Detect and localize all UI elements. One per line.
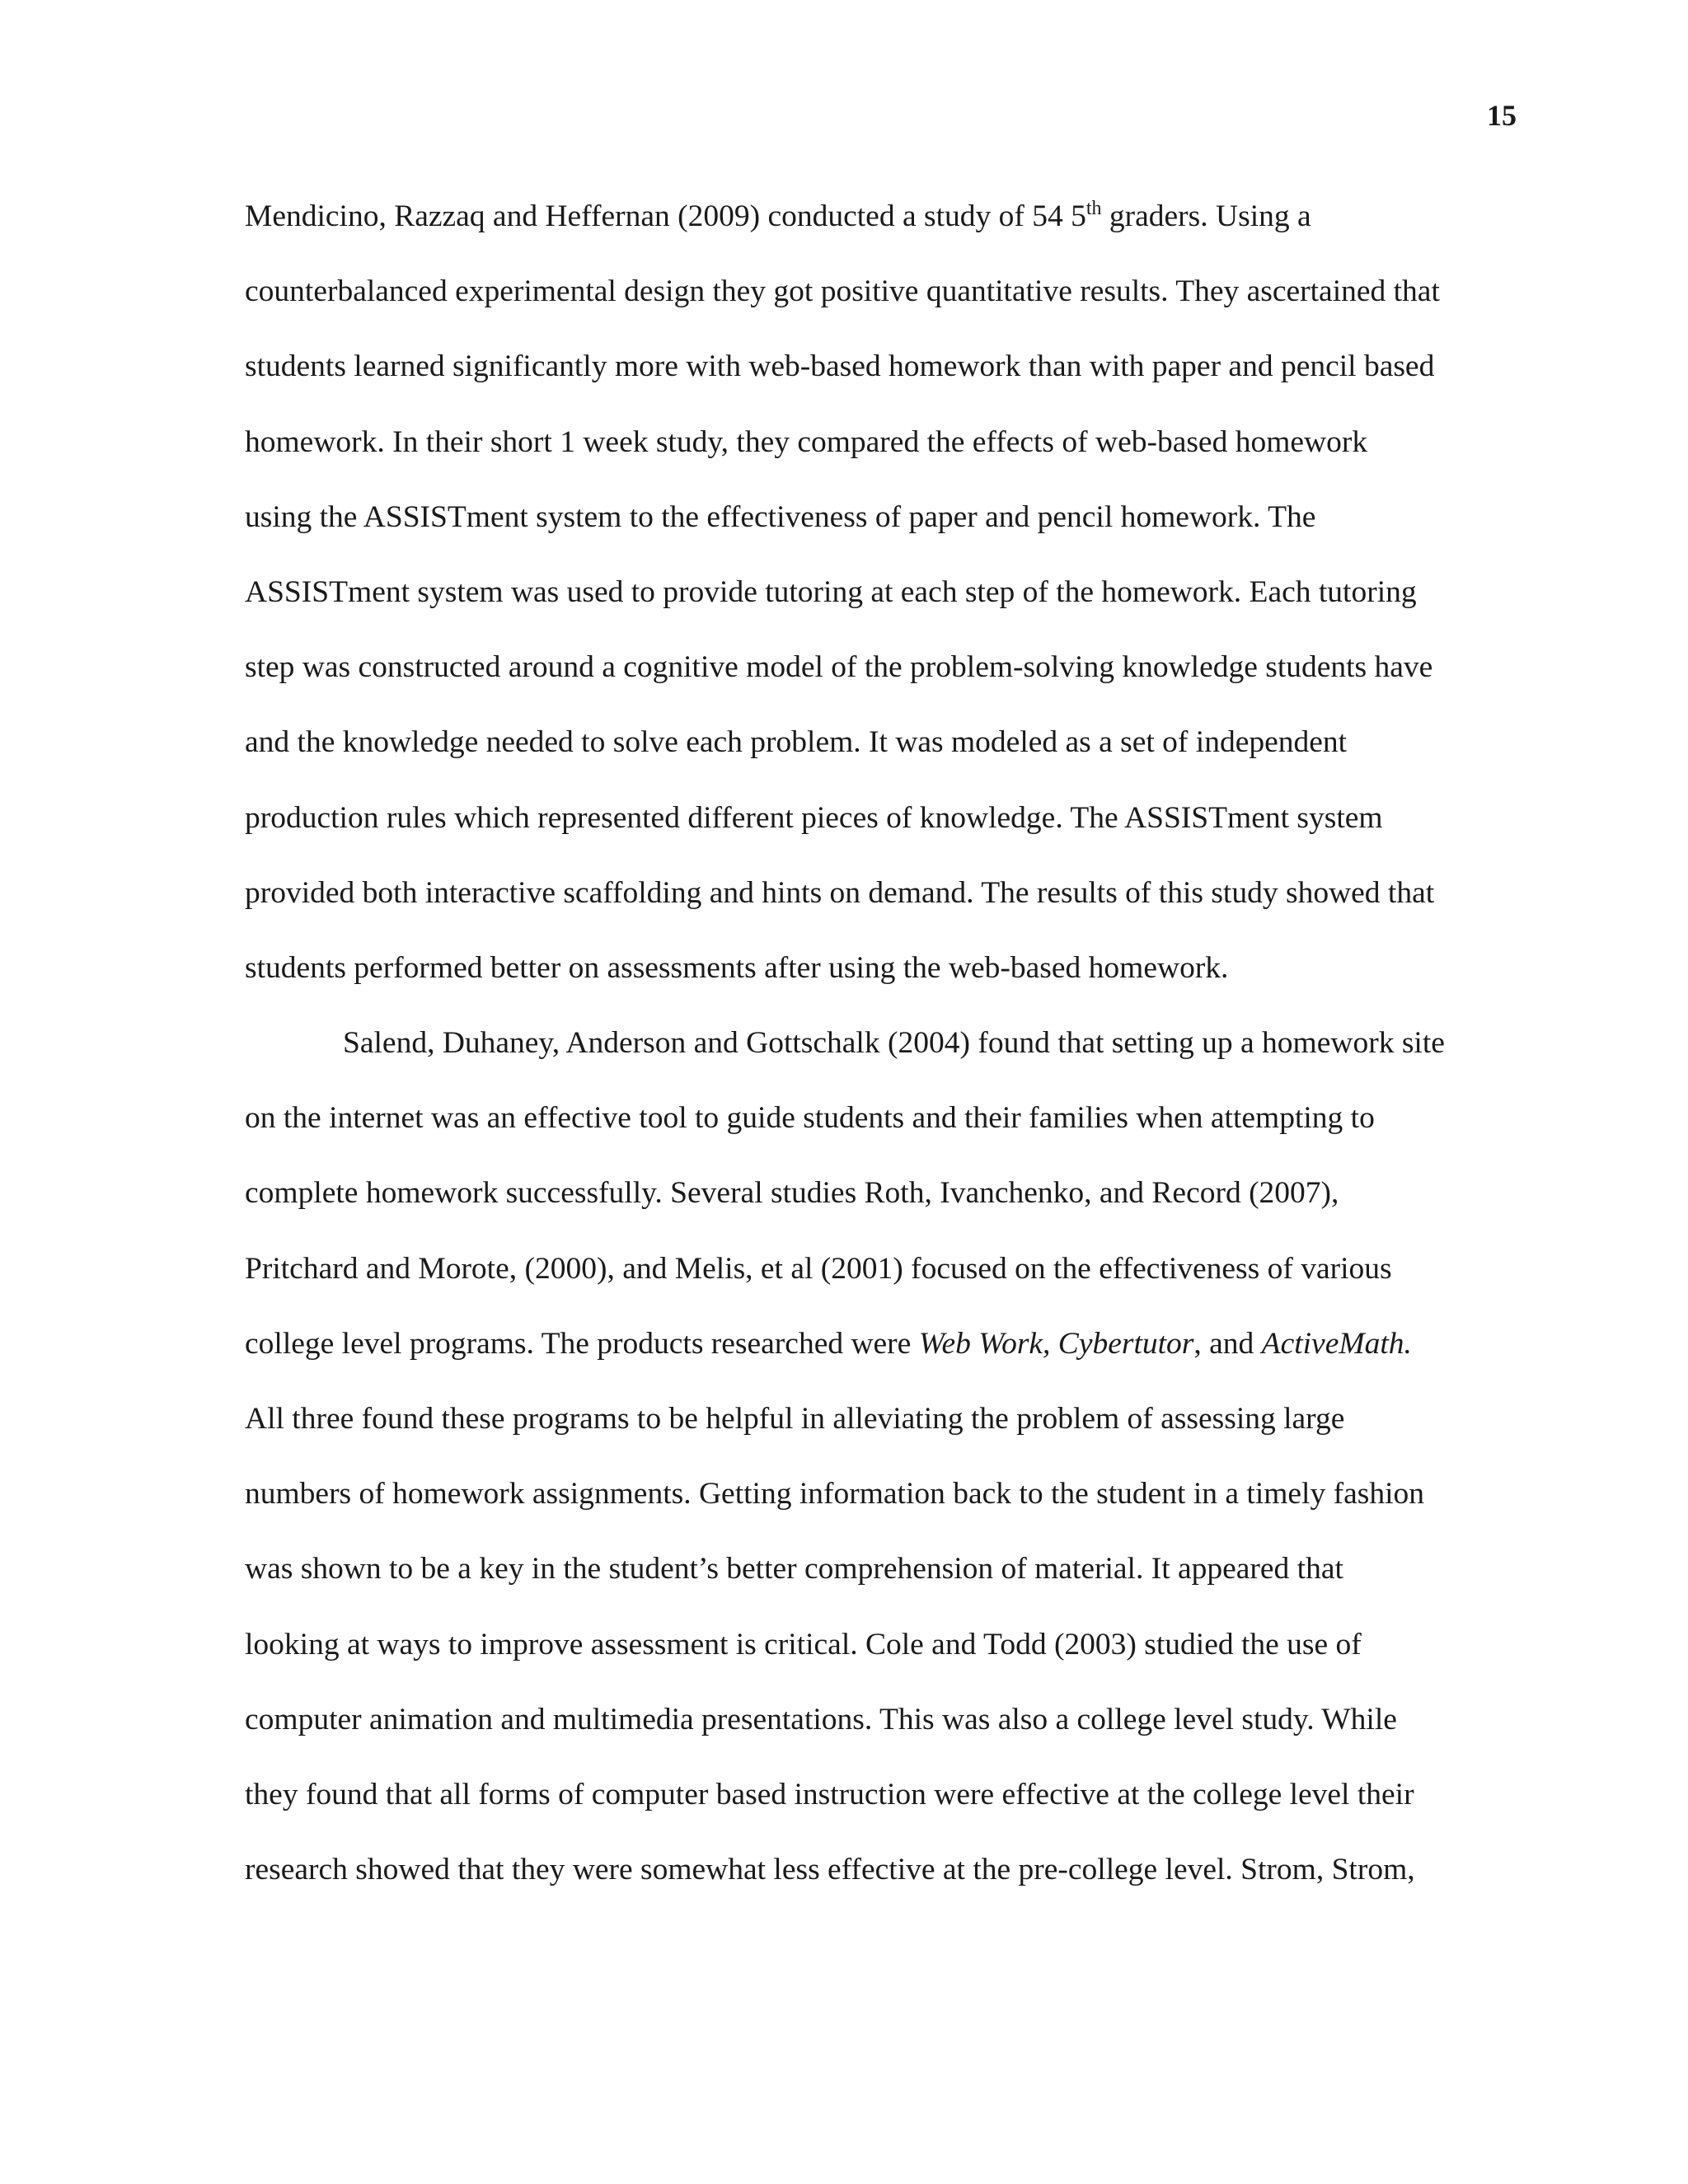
paragraph-2-line: research showed that they were somewhat less effective at the pre-college level. Strom, Strom, — [245, 1853, 1415, 1887]
paragraph-1-line: ASSISTment system was used to provide tutoring at each step of the homework. Each tutoring — [245, 574, 1417, 609]
text-segment: Mendicino, Razzaq and Heffernan (2009) conducted a study of 54 5 — [245, 199, 1086, 233]
paragraph-1-line: students performed better on assessments after using the web-based homework. — [245, 950, 1229, 985]
paragraph-2-line: complete homework successfully. Several studies Roth, Ivanchenko, and Record (2007), — [245, 1176, 1339, 1211]
paragraph-2-line: Pritchard and Morote, (2000), and Melis, et al (2001) focused on the effectiveness of various — [245, 1251, 1392, 1286]
ordinal-superscript: th — [1085, 198, 1102, 219]
paragraph-2-line: on the internet was an effective tool to guide students and their families when attempting to — [245, 1101, 1375, 1136]
paragraph-1-line-1 — [245, 194, 1531, 269]
page-number: 15 — [1487, 99, 1517, 132]
paragraph-2-line: looking at ways to improve assessment is critical. Cole and Todd (2003) studied the use of — [245, 1627, 1362, 1661]
body-text — [245, 194, 1531, 1922]
paragraph-1-line: students learned significantly more with web-based homework than with paper and pencil based — [245, 349, 1435, 384]
paragraph-1-line: production rules which represented different pieces of knowledge. The ASSISTment system — [245, 800, 1383, 835]
paragraph-2-line: was shown to be a key in the student’s better comprehension of material. It appeared that — [245, 1552, 1343, 1586]
paragraph-1-line: provided both interactive scaffolding and hints on demand. The results of this study showed that — [245, 875, 1435, 910]
paragraph-1-line: counterbalanced experimental design they got positive quantitative results. They ascertained that — [245, 274, 1440, 309]
paragraph-2-line-products — [245, 1321, 1531, 1396]
paragraph-1-line: homework. In their short 1 week study, they compared the effects of web-based homework — [245, 424, 1368, 459]
paragraph-2-line: they found that all forms of computer based instruction were effective at the college level their — [245, 1777, 1414, 1811]
paragraph-2-line: computer animation and multimedia presentations. This was also a college level study. While — [245, 1702, 1397, 1736]
paragraph-2-line: numbers of homework assignments. Getting information back to the student in a timely fashion — [245, 1477, 1424, 1511]
text-segment: graders. Using a — [1101, 199, 1311, 233]
text-segment: , and — [1193, 1326, 1262, 1361]
paragraph-2-line-1: Salend, Duhaney, Anderson and Gottschalk (2004) found that setting up a homework site — [343, 1026, 1445, 1061]
text-segment: college level programs. The products researched were — [245, 1326, 919, 1361]
product-name-italic: ActiveMath. — [1261, 1326, 1412, 1361]
paragraph-2-line: All three found these programs to be helpful in alleviating the problem of assessing large — [245, 1402, 1345, 1436]
paragraph-1-line: using the ASSISTment system to the effectiveness of paper and pencil homework. The — [245, 499, 1316, 534]
paragraph-1-line: step was constructed around a cognitive model of the problem-solving knowledge students have — [245, 650, 1433, 685]
product-names-italic: Web Work, Cybertutor — [918, 1326, 1194, 1361]
paragraph-1-line: and the knowledge needed to solve each problem. It was modeled as a set of independent — [245, 725, 1348, 760]
